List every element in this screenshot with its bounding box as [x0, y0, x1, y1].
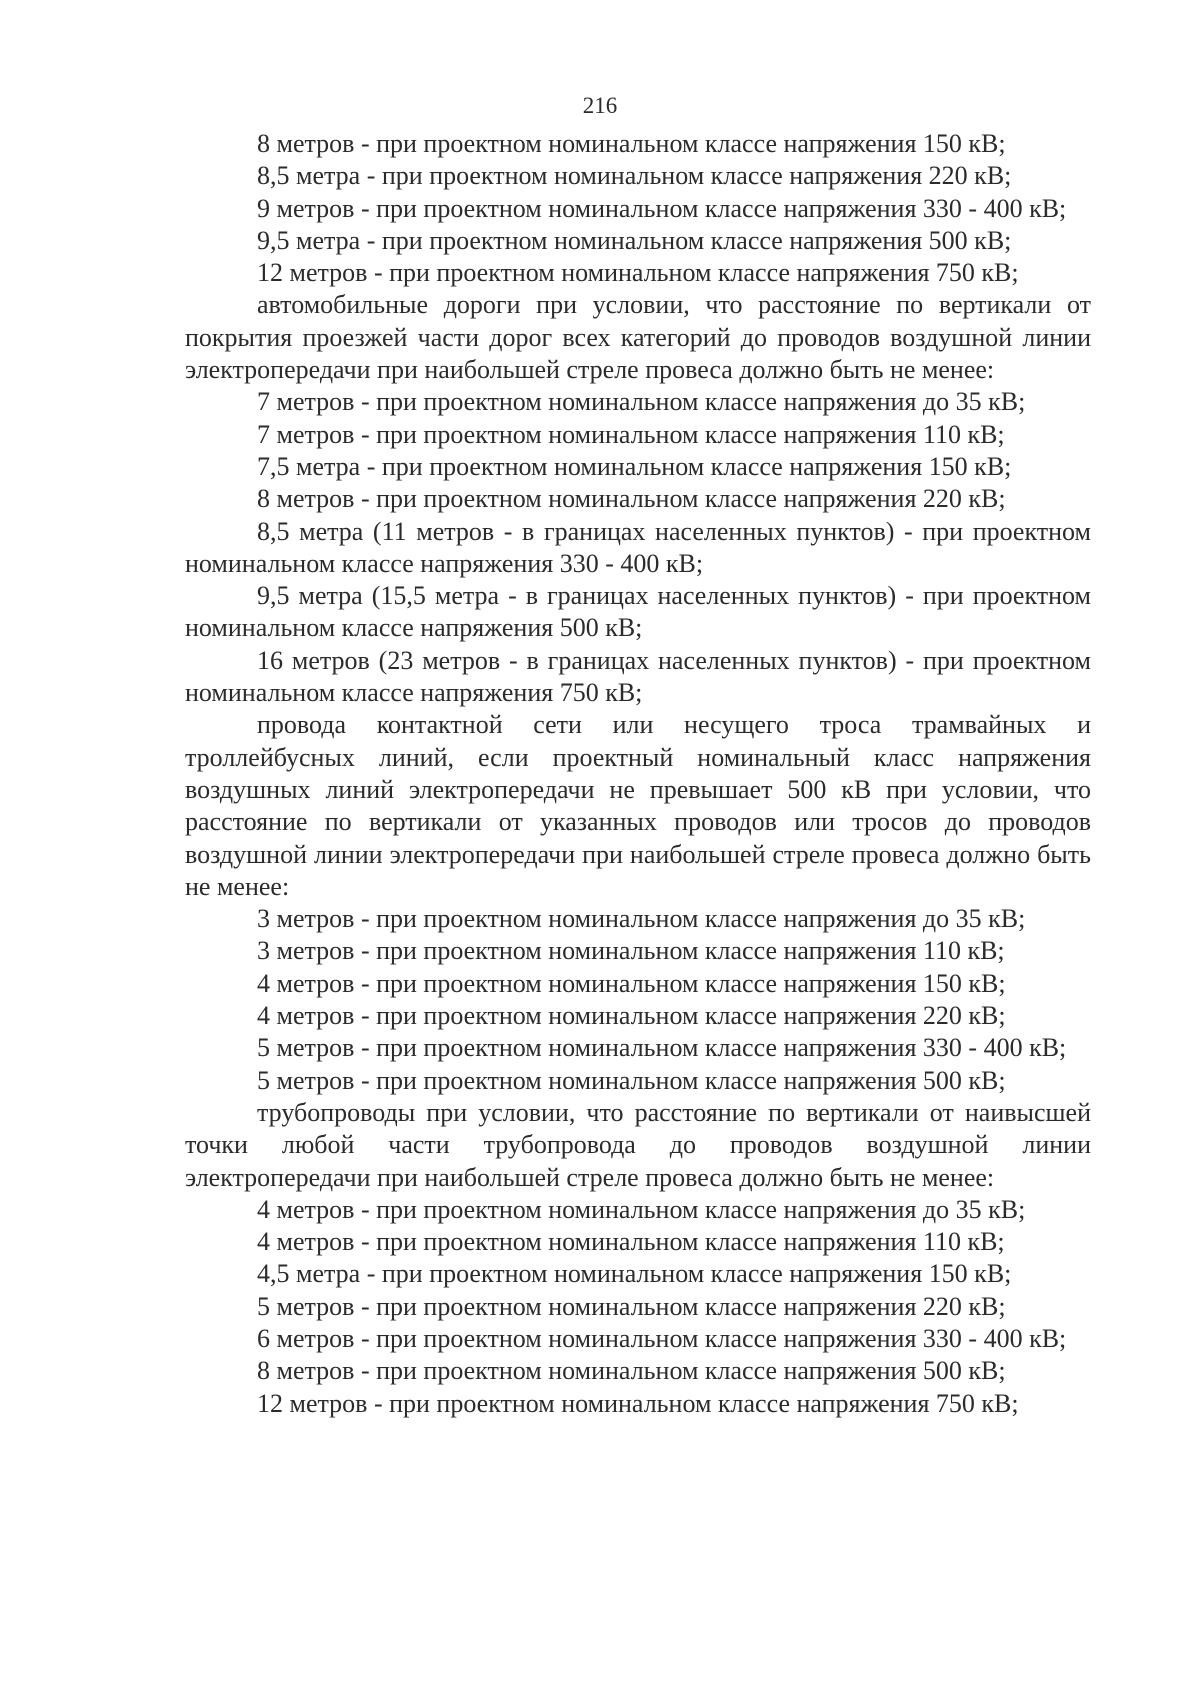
- paragraph: 5 метров - при проектном номинальном классе напряжения 220 кВ;: [257, 1291, 1006, 1321]
- paragraph: 12 метров - при проектном номинальном классе напряжения 750 кВ;: [257, 258, 1019, 288]
- paragraph: 4 метров - при проектном номинальном классе напряжения 220 кВ;: [257, 1001, 1006, 1031]
- paragraph: 8,5 метра (11 метров - в границах населенных пунктов) - при проектном номинальном классе напряжения 330 - 400 кВ;: [185, 516, 1091, 578]
- paragraph: 7 метров - при проектном номинальном классе напряжения 110 кВ;: [257, 419, 1005, 449]
- paragraph: 5 метров - при проектном номинальном классе напряжения 500 кВ;: [257, 1065, 1006, 1095]
- page-number: 216: [582, 93, 618, 118]
- paragraph: 5 метров - при проектном номинальном классе напряжения 330 - 400 кВ;: [257, 1033, 1067, 1063]
- paragraph: 7,5 метра - при проектном номинальном классе напряжения 150 кВ;: [257, 451, 1012, 481]
- paragraph: 16 метров (23 метров - в границах населенных пунктов) - при проектном номинальном классе напряжения 750 кВ;: [185, 645, 1091, 708]
- paragraph: 4 метров - при проектном номинальном классе напряжения 150 кВ;: [257, 968, 1006, 998]
- paragraph: 12 метров - при проектном номинальном классе напряжения 750 кВ;: [257, 1388, 1019, 1418]
- paragraph: 7 метров - при проектном номинальном классе напряжения до 35 кВ;: [257, 387, 1026, 417]
- document-body: [185, 128, 1091, 1420]
- paragraph: 6 метров - при проектном номинальном классе напряжения 330 - 400 кВ;: [257, 1323, 1067, 1353]
- paragraph: 8 метров - при проектном номинальном классе напряжения 150 кВ;: [257, 129, 1006, 158]
- paragraph: 9 метров - при проектном номинальном классе напряжения 330 - 400 кВ;: [257, 193, 1067, 223]
- paragraph: 4 метров - при проектном номинальном классе напряжения до 35 кВ;: [257, 1194, 1026, 1224]
- paragraph: 9,5 метра - при проектном номинальном классе напряжения 500 кВ;: [257, 225, 1012, 255]
- paragraph: 8,5 метра - при проектном номинальном классе напряжения 220 кВ;: [257, 161, 1012, 191]
- paragraph: провода контактной сети или несущего троса трамвайных и троллейбусных линий, если проектный номинальный класс напряжения воздушных линий электропередачи не превышает 500 кВ при условии, что расстояние по вертикали от указанных проводов или тросов до проводов воздушной линии электропередачи при наибольшей стреле провеса должно быть не менее:: [185, 710, 1091, 901]
- paragraph: 4 метров - при проектном номинальном классе напряжения 110 кВ;: [257, 1227, 1005, 1257]
- paragraph: 9,5 метра (15,5 метра - в границах населенных пунктов) - при проектном номинальном классе напряжения 500 кВ;: [185, 581, 1091, 643]
- paragraph: 8 метров - при проектном номинальном классе напряжения 220 кВ;: [257, 484, 1006, 514]
- paragraph: 3 метров - при проектном номинальном классе напряжения 110 кВ;: [257, 936, 1005, 966]
- paragraph: 8 метров - при проектном номинальном классе напряжения 500 кВ;: [257, 1356, 1006, 1386]
- paragraph: 4,5 метра - при проектном номинальном классе напряжения 150 кВ;: [257, 1259, 1012, 1289]
- paragraph: 3 метров - при проектном номинальном классе напряжения до 35 кВ;: [257, 904, 1026, 934]
- paragraph: трубопроводы при условии, что расстояние по вертикали от наивысшей точки любой части трубопровода до проводов воздушной линии электропередачи при наибольшей стреле провеса должно быть не менее:: [185, 1097, 1091, 1192]
- paragraph: автомобильные дороги при условии, что расстояние по вертикали от покрытия проезжей части дорог всех категорий до проводов воздушной линии электропередачи при наибольшей стреле провеса должно быть не менее:: [185, 290, 1091, 385]
